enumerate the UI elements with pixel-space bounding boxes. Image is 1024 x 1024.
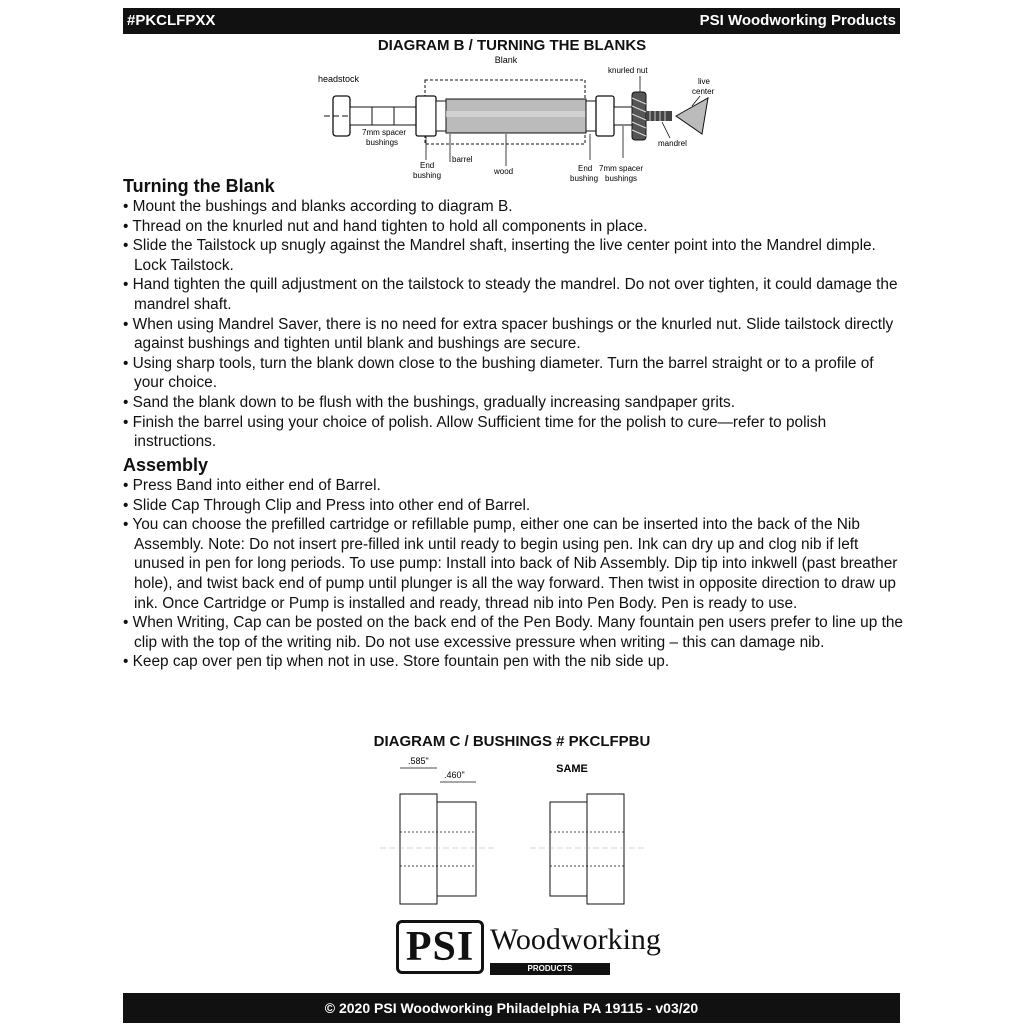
end-bushing-left-lip <box>436 101 446 131</box>
label-spacer-right-2: bushings <box>605 174 638 183</box>
list-item: • When Writing, Cap can be posted on the back end of the Pen Body. Many fountain pen users prefer to line up the clip with the top of the writing nib. Do not use excessive pressure when writing – this can damage nib. <box>123 613 903 652</box>
list-item: • Thread on the knurled nut and hand tighten to hold all components in place. <box>123 217 903 237</box>
psi-logo <box>396 920 484 974</box>
list-item: • Sand the blank down to be flush with the bushings, gradually increasing sandpaper grits. <box>123 393 903 413</box>
label-live-center-2: center <box>692 87 715 96</box>
bushing-right-small <box>550 802 587 896</box>
end-bushing-left <box>416 96 436 136</box>
list-item: • You can choose the prefilled cartridge or refillable pump, either one can be inserted into the back of the Nib Assembly. Note: Do not insert pre-filled ink until ready to begin using pen. Ink can dry up and clog nib if left unused in pen for long periods. To use pump: Install into back of Nib Assembly. Dip tip into inkwell (past breather hole), and twist back end of pump until plunger is all the way forward. Then twist in opposite direction to draw up ink. Once Cartridge or Pump is installed and ready, thread nib into Pen Body. Pen is ready to use. <box>123 515 903 613</box>
list-item: • Mount the bushings and blanks according to diagram B. <box>123 197 903 217</box>
label-end-bushing-right-2: bushing <box>570 174 599 183</box>
dim-large-label: .585" <box>408 756 429 766</box>
bushing-left-large <box>400 794 437 904</box>
spacer-bushing-left-3 <box>394 107 416 125</box>
bushing-left-small <box>437 802 476 896</box>
label-end-bushing-left-1: End <box>420 161 435 170</box>
label-knurled-nut: knurled nut <box>608 66 648 75</box>
list-item: • When using Mandrel Saver, there is no need for extra spacer bushings or the knurled nut. Slide tailstock directly against bushings and tighten until blank and bushings are secure. <box>123 315 903 354</box>
label-mandrel: mandrel <box>658 139 687 148</box>
brand-name: PSI Woodworking Products <box>699 12 896 29</box>
label-blank: Blank <box>494 55 518 65</box>
footer-bar <box>123 993 900 1023</box>
turning-heading: Turning the Blank <box>123 176 275 196</box>
end-bushing-right <box>596 96 614 136</box>
label-end-bushing-right-1: End <box>578 164 593 173</box>
list-item: • Slide the Tailstock up snugly against the Mandrel shaft, inserting the live center point into the Mandrel dimple. Lock Tailstock. <box>123 236 903 275</box>
turning-section <box>123 175 903 452</box>
diagram-c-figure <box>380 752 650 912</box>
label-spacer-right-1: 7mm spacer <box>599 164 644 173</box>
header-bar <box>123 8 900 34</box>
label-live-center-1: live <box>698 77 711 86</box>
label-headstock: headstock <box>318 74 360 84</box>
end-bushing-right-lip <box>586 101 596 131</box>
spacer-bushing-left-1 <box>350 107 372 125</box>
diagram-b-title: DIAGRAM B / TURNING THE BLANKS <box>377 37 647 54</box>
label-end-bushing-left-2: bushing <box>413 171 442 180</box>
diagram-c-title: DIAGRAM C / BUSHINGS # PKCLFPBU <box>373 733 651 750</box>
assembly-heading: Assembly <box>123 455 209 475</box>
logo-woodworking: Woodworking <box>490 923 661 956</box>
label-spacer-left-1: 7mm spacer <box>362 128 407 137</box>
diagram-b-figure <box>300 54 720 188</box>
turning-list <box>123 197 903 452</box>
list-item: • Finish the barrel using your choice of polish. Allow Sufficient time for the polish to cure—refer to polish instructions. <box>123 413 903 452</box>
label-spacer-left-2: bushings <box>366 138 399 147</box>
footer-text: © 2020 PSI Woodworking Philadelphia PA 19115 - v03/20 <box>324 1000 699 1016</box>
logo-products: PRODUCTS <box>490 963 610 975</box>
dim-small-label: .460" <box>444 770 465 780</box>
live-center <box>676 98 708 134</box>
product-code: #PKCLFPXX <box>127 12 216 29</box>
psi-logo-text: PSI <box>405 924 475 970</box>
list-item: • Slide Cap Through Clip and Press into other end of Barrel. <box>123 496 903 516</box>
list-item: • Keep cap over pen tip when not in use. Store fountain pen with the nib side up. <box>123 652 903 672</box>
list-item: • Press Band into either end of Barrel. <box>123 476 903 496</box>
list-item: • Using sharp tools, turn the blank down close to the bushing diameter. Turn the barrel straight or to a profile of your choice. <box>123 354 903 393</box>
bushing-right-large <box>587 794 624 904</box>
label-barrel: barrel <box>452 155 473 164</box>
spacer-bushing-left-2 <box>372 107 394 125</box>
assembly-section <box>123 454 903 672</box>
spacer-bushing-right <box>614 107 632 125</box>
assembly-list <box>123 476 903 672</box>
list-item: • Hand tighten the quill adjustment on the tailstock to steady the mandrel. Do not over tighten, it could damage the mandrel shaft. <box>123 275 903 314</box>
label-wood: wood <box>494 167 514 176</box>
same-label: SAME <box>556 763 588 775</box>
